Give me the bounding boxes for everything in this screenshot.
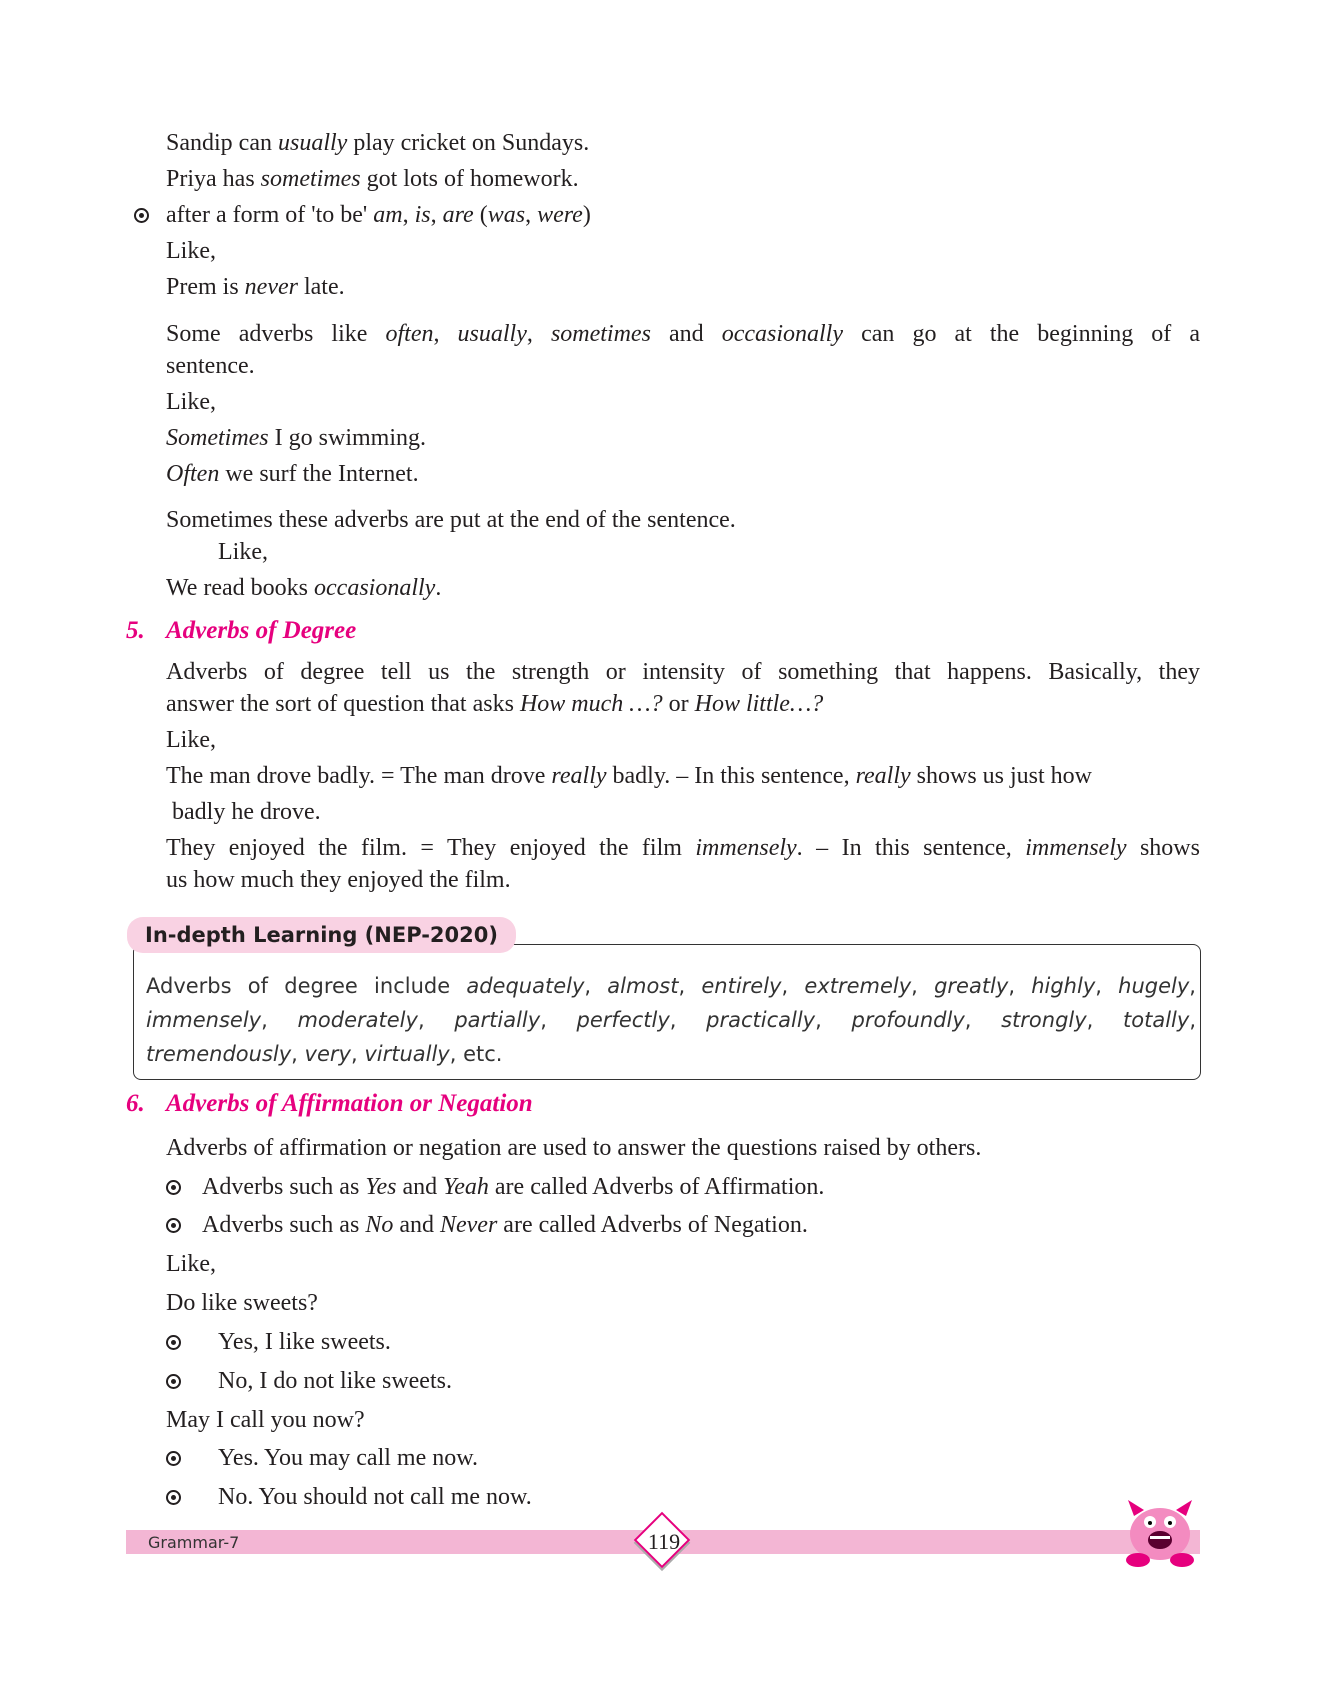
- text-run: Like,: [166, 1251, 216, 1277]
- text-run: Yes, I like sweets.: [218, 1329, 391, 1355]
- italic-term: am: [373, 202, 403, 228]
- text-line: [166, 351, 1200, 381]
- text-run: Priya has: [166, 166, 261, 192]
- text-line: [166, 573, 1200, 603]
- text-run: Adverbs of degree include: [146, 974, 467, 998]
- italic-term: perfectly: [576, 1008, 670, 1032]
- italic-term: occasionally: [721, 321, 844, 347]
- text-run: badly he drove.: [172, 799, 321, 825]
- text-line: [166, 1405, 1200, 1435]
- text-run: ,: [291, 1042, 305, 1066]
- text-run: Like,: [166, 238, 216, 264]
- text-run: us how much they enjoyed the film.: [166, 867, 511, 893]
- text-run: ,: [1008, 974, 1032, 998]
- text-line: [202, 1210, 1200, 1240]
- italic-term: How much …?: [519, 691, 663, 717]
- italic-term: greatly: [934, 974, 1009, 998]
- text-line: [166, 725, 1200, 755]
- italic-term: were: [537, 202, 583, 228]
- text-run: Yes. You may call me now.: [218, 1445, 479, 1471]
- text-run: late.: [297, 274, 345, 300]
- text-line: [218, 1443, 1200, 1473]
- italic-term: highly: [1031, 974, 1096, 998]
- italic-term: immensely: [146, 1008, 262, 1032]
- italic-term: adequately: [466, 974, 585, 998]
- text-line: [166, 865, 1200, 895]
- italic-term: are: [442, 202, 474, 228]
- text-line: [166, 1249, 1200, 1279]
- text-line: [166, 236, 1200, 266]
- text-run: Like,: [166, 389, 216, 415]
- text-run: and: [393, 1212, 440, 1238]
- italic-term: How little…?: [694, 691, 824, 717]
- text-run: ,: [669, 1008, 707, 1032]
- text-line: [172, 797, 1200, 827]
- text-run: after a form of 'to be': [166, 202, 374, 228]
- text-line: [218, 1366, 1200, 1396]
- text-run: are called Adverbs of Affirmation.: [488, 1174, 825, 1200]
- text-line: [166, 272, 1200, 302]
- section-heading-affirmation: [126, 1090, 533, 1118]
- italic-term: immensely: [695, 835, 797, 861]
- text-run: Adverbs such as: [202, 1212, 366, 1238]
- italic-term: Never: [439, 1212, 498, 1238]
- text-run: ): [582, 202, 591, 228]
- text-run: Some adverbs like: [166, 321, 386, 347]
- italic-term: occasionally: [314, 575, 436, 601]
- box-text-line: [146, 972, 1196, 1000]
- italic-term: really: [855, 763, 911, 789]
- text-run: ,: [1189, 1008, 1196, 1032]
- text-run: Do like sweets?: [166, 1290, 318, 1316]
- text-run: . – In this sentence,: [796, 835, 1026, 861]
- text-run: badly. – In this sentence,: [606, 763, 856, 789]
- text-line: [166, 1133, 1200, 1163]
- text-run: ,: [350, 1042, 365, 1066]
- text-run: No. You should not call me now.: [218, 1484, 532, 1510]
- italic-term: never: [244, 274, 298, 300]
- italic-term: profoundly: [851, 1008, 965, 1032]
- text-run: ,: [781, 974, 805, 998]
- box-text-line: [146, 1006, 1196, 1034]
- bullet-icon: [166, 1335, 181, 1350]
- text-run: ,: [433, 321, 458, 347]
- text-run: ,: [678, 974, 702, 998]
- text-run: Adverbs of affirmation or negation are used to answer the questions raised by others.: [166, 1135, 982, 1161]
- text-line: [166, 459, 1200, 489]
- italic-term: partially: [454, 1008, 541, 1032]
- text-run: and: [396, 1174, 444, 1200]
- text-line: [166, 657, 1200, 687]
- text-run: or: [662, 691, 695, 717]
- text-run: ,: [964, 1008, 1002, 1032]
- text-line: [218, 1482, 1200, 1512]
- text-line: [166, 387, 1200, 417]
- text-run: Like,: [166, 727, 216, 753]
- text-line: [166, 1288, 1200, 1318]
- italic-term: almost: [607, 974, 679, 998]
- text-line: [202, 1172, 1200, 1202]
- italic-term: extremely: [804, 974, 912, 998]
- text-line: [166, 319, 1200, 349]
- text-run: Sandip can: [166, 130, 278, 156]
- bullet-icon: [166, 1180, 181, 1195]
- text-run: answer the sort of question that asks: [166, 691, 520, 717]
- text-line: [166, 689, 1200, 719]
- text-line: [166, 505, 1200, 535]
- text-line: [218, 537, 1200, 567]
- text-run: Sometimes these adverbs are put at the end of the sentence.: [166, 507, 736, 533]
- italic-term: sometimes: [550, 321, 651, 347]
- italic-term: usually: [457, 321, 527, 347]
- text-run: and: [650, 321, 722, 347]
- text-run: ,: [1086, 1008, 1124, 1032]
- text-run: are called Adverbs of Negation.: [497, 1212, 808, 1238]
- text-run: .: [435, 575, 442, 601]
- bullet-icon: [166, 1374, 181, 1389]
- text-run: got lots of homework.: [360, 166, 579, 192]
- text-run: ,: [402, 202, 415, 228]
- box-text-line: [146, 1040, 1196, 1068]
- heading-number: 6.: [126, 1090, 145, 1117]
- text-run: Like,: [218, 539, 268, 565]
- page-number: 119: [647, 1529, 681, 1554]
- text-run: ,: [417, 1008, 455, 1032]
- text-run: (: [473, 202, 488, 228]
- italic-term: No: [365, 1212, 394, 1238]
- italic-term: is: [414, 202, 431, 228]
- text-run: ,: [526, 321, 551, 347]
- italic-term: tremendously: [146, 1042, 292, 1066]
- italic-term: strongly: [1001, 1008, 1087, 1032]
- text-run: ,: [584, 974, 608, 998]
- text-run: shows us just how: [910, 763, 1093, 789]
- text-line: [166, 423, 1200, 453]
- italic-term: totally: [1123, 1008, 1190, 1032]
- text-run: Prem is: [166, 274, 245, 300]
- text-line: [166, 833, 1200, 863]
- italic-term: Often: [166, 461, 220, 487]
- italic-term: was: [487, 202, 526, 228]
- italic-term: hugely: [1118, 974, 1190, 998]
- section-heading-degree: [126, 617, 356, 645]
- heading-number: 5.: [126, 617, 145, 644]
- text-run: can go at the beginning of a: [843, 321, 1201, 347]
- text-run: ,: [1095, 974, 1119, 998]
- text-run: May I call you now?: [166, 1407, 365, 1433]
- italic-term: Sometimes: [166, 425, 269, 451]
- text-run: They enjoyed the film. = They enjoyed the film: [166, 835, 696, 861]
- text-run: ,: [540, 1008, 577, 1032]
- text-run: Adverbs of degree tell us the strength or intensity of something that happens. Basically, they: [166, 659, 1200, 685]
- text-run: we surf the Internet.: [219, 461, 419, 487]
- text-line: [166, 128, 1200, 158]
- text-run: ,: [261, 1008, 298, 1032]
- italic-term: sometimes: [260, 166, 361, 192]
- text-run: We read books: [166, 575, 315, 601]
- bullet-icon: [134, 208, 149, 223]
- text-run: ,: [525, 202, 538, 228]
- heading-title: Adverbs of Degree: [166, 617, 357, 644]
- text-run: shows: [1126, 835, 1200, 861]
- text-line: [166, 761, 1200, 791]
- text-run: , etc.: [449, 1042, 503, 1066]
- italic-term: moderately: [297, 1008, 418, 1032]
- italic-term: immensely: [1025, 835, 1127, 861]
- text-line: [218, 1327, 1200, 1357]
- text-run: ,: [430, 202, 443, 228]
- box-label: In-depth Learning (NEP-2020): [127, 917, 516, 953]
- italic-term: really: [551, 763, 607, 789]
- text-run: ,: [1189, 974, 1196, 998]
- italic-term: Yeah: [443, 1174, 489, 1200]
- bullet-icon: [166, 1451, 181, 1466]
- footer-book-title: Grammar-7: [148, 1533, 240, 1552]
- italic-term: practically: [706, 1008, 816, 1032]
- text-line: [166, 164, 1200, 194]
- italic-term: usually: [277, 130, 348, 156]
- bullet-icon: [166, 1218, 181, 1233]
- italic-term: virtually: [364, 1042, 450, 1066]
- text-run: sentence.: [166, 353, 255, 379]
- text-run: I go swimming.: [268, 425, 426, 451]
- text-run: play cricket on Sundays.: [347, 130, 590, 156]
- italic-term: Yes: [365, 1174, 397, 1200]
- text-run: The man drove badly. = The man drove: [166, 763, 552, 789]
- italic-term: entirely: [701, 974, 782, 998]
- text-run: No, I do not like sweets.: [218, 1368, 452, 1394]
- text-run: Adverbs such as: [202, 1174, 366, 1200]
- text-run: ,: [911, 974, 935, 998]
- text-line: [166, 200, 1200, 230]
- bullet-icon: [166, 1490, 181, 1505]
- italic-term: very: [304, 1042, 351, 1066]
- heading-title: Adverbs of Affirmation or Negation: [166, 1090, 533, 1117]
- italic-term: often: [385, 321, 434, 347]
- text-run: ,: [815, 1008, 852, 1032]
